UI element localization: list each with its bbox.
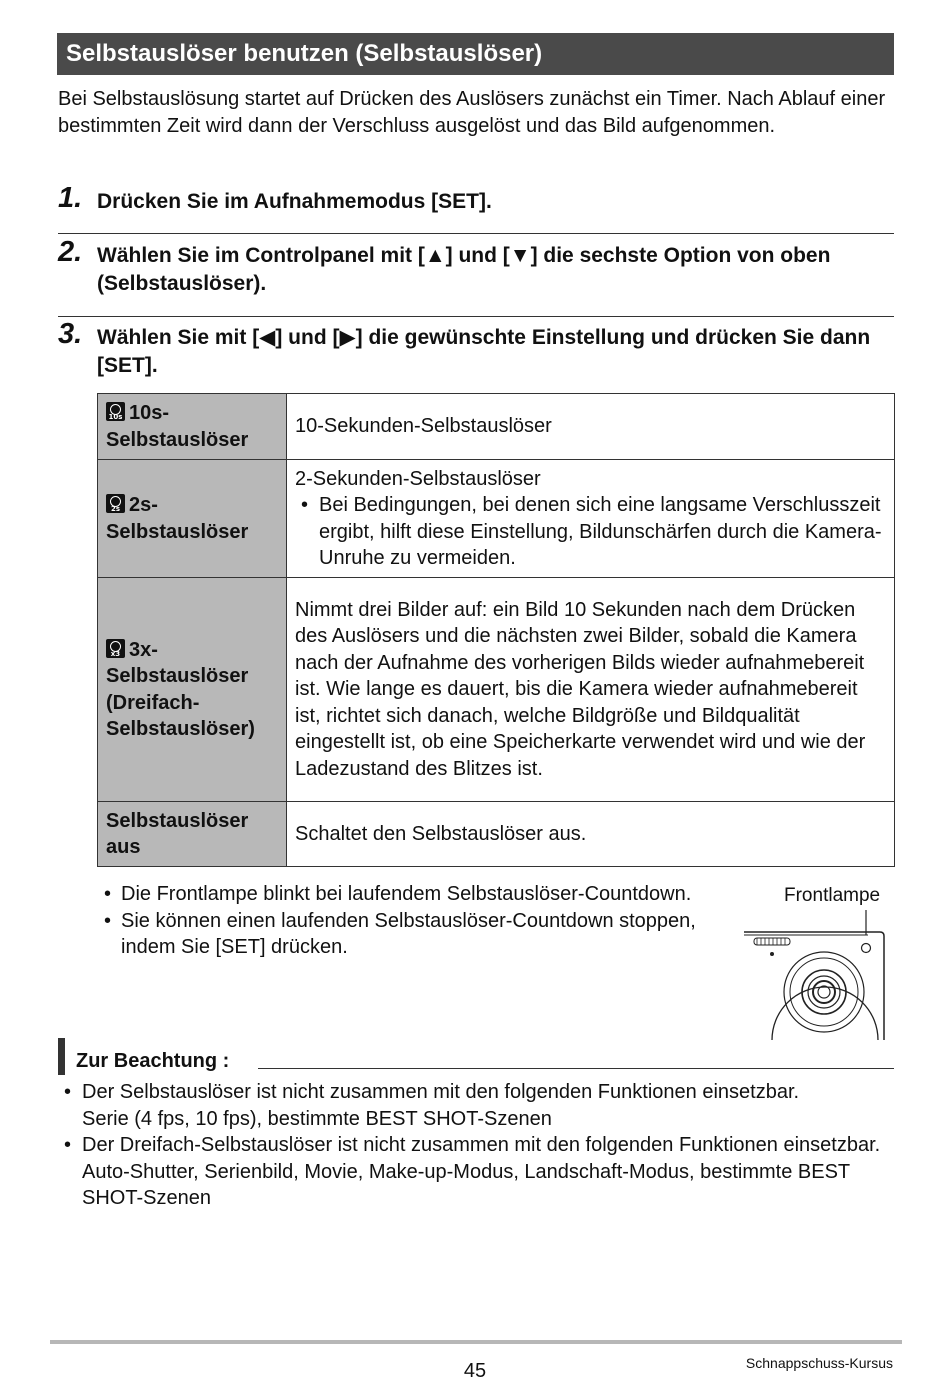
footer-divider [50, 1340, 902, 1344]
camera-front-illustration [740, 910, 890, 1042]
list-item: • Bei Bedingungen, bei denen sich eine langsame Verschlusszeit ergibt, hilft diese Einstellung, Bildunschärfen durch die Kamera-Unruhe zu vermeiden. [295, 492, 886, 572]
step-divider [58, 316, 894, 317]
option-label: 2s 2s- Selbstauslöser [98, 460, 287, 578]
section-name: Schnappschuss-Kursus [745, 1355, 893, 1371]
table-row [98, 394, 895, 460]
caution-marker [58, 1038, 65, 1075]
section-title: Selbstauslöser benutzen (Selbstauslöser) [57, 33, 894, 75]
caution-list [58, 1079, 894, 1212]
step-number: 1. [58, 182, 83, 214]
list-item: • Sie können einen laufenden Selbstauslöser-Countdown stoppen, indem Sie [SET] drücken. [98, 908, 698, 961]
self-timer-options-table [97, 393, 895, 867]
option-label: x3 3x- Selbstauslöser (Dreifach-Selbstauslöser) [98, 578, 287, 802]
option-description: 2-Sekunden-Selbstauslöser • Bei Bedingungen, bei denen sich eine langsame Verschlusszeit ergibt, hilft diese Einstellung, Bildunschärfen durch die Kamera-Unruhe zu vermeiden. [287, 460, 895, 578]
page-number: 45 [463, 1360, 487, 1382]
option-description: 10-Sekunden-Selbstauslöser [287, 394, 895, 460]
front-lamp [862, 944, 871, 953]
list-item: • Der Dreifach-Selbstauslöser ist nicht zusammen mit den folgenden Funktionen einsetzbar. Auto-Shutter, Serienbild, Movie, Make-up-Modus, Landschaft-Modus, bestimmte BEST SHOT-Szenen [58, 1132, 894, 1212]
table-row [98, 460, 895, 578]
notes [98, 881, 698, 961]
caution-title: Zur Beachtung : [76, 1050, 230, 1072]
speaker-grille [754, 938, 790, 945]
table-row [98, 578, 895, 802]
intro-paragraph: Bei Selbstauslösung startet auf Drücken des Auslösers zunächst ein Timer. Nach Ablauf einer bestimmten Zeit wird dann der Verschluss ausgelöst und das Bild aufgenommen. [58, 88, 886, 137]
option-description: Schaltet den Selbstauslöser aus. [287, 802, 895, 867]
step-text: Wählen Sie im Controlpanel mit [▲] und [▼] die sechste Option von oben (Selbstauslöser). [97, 244, 831, 295]
figure-label: Frontlampe [784, 885, 881, 906]
option-label: Selbstauslöser aus [98, 802, 287, 867]
option-description: Nimmt drei Bilder auf: ein Bild 10 Sekunden nach dem Drücken des Auslösers und die nächsten zwei Bilder, sobald die Kamera nach der Aufnahme des vorherigen Bilds wieder aufnahmebereit ist. Wie lange es dauert, bis die Kamera wieder aufnahmebereit ist, richtet sich danach, welche Bildgröße und Bildqualität eingestellt ist, ob eine Speicherkarte verwendet wird und wie der Ladezustand des Blitzes ist. [287, 578, 895, 802]
caution-divider [258, 1068, 894, 1069]
list-item: • Der Selbstauslöser ist nicht zusammen mit den folgenden Funktionen einsetzbar. Serie (4 fps, 10 fps), bestimmte BEST SHOT-Szenen [58, 1079, 894, 1132]
list-item: • Die Frontlampe blinkt bei laufendem Selbstauslöser-Countdown. [98, 881, 698, 908]
option-label: 10s 10s- Selbstauslöser [98, 394, 287, 460]
table-row [98, 802, 895, 867]
step-number: 2. [58, 236, 83, 268]
self-timer-x3-icon: x3 [106, 639, 125, 658]
self-timer-2s-icon: 2s [106, 494, 125, 513]
step-text: Drücken Sie im Aufnahmemodus [SET]. [97, 190, 492, 213]
step-text: Wählen Sie mit [◀] und [▶] die gewünschte Einstellung und drücken Sie dann [SET]. [97, 326, 871, 377]
step-number: 3. [58, 318, 83, 350]
self-timer-10s-icon: 10s [106, 402, 125, 421]
step-divider [58, 233, 894, 234]
